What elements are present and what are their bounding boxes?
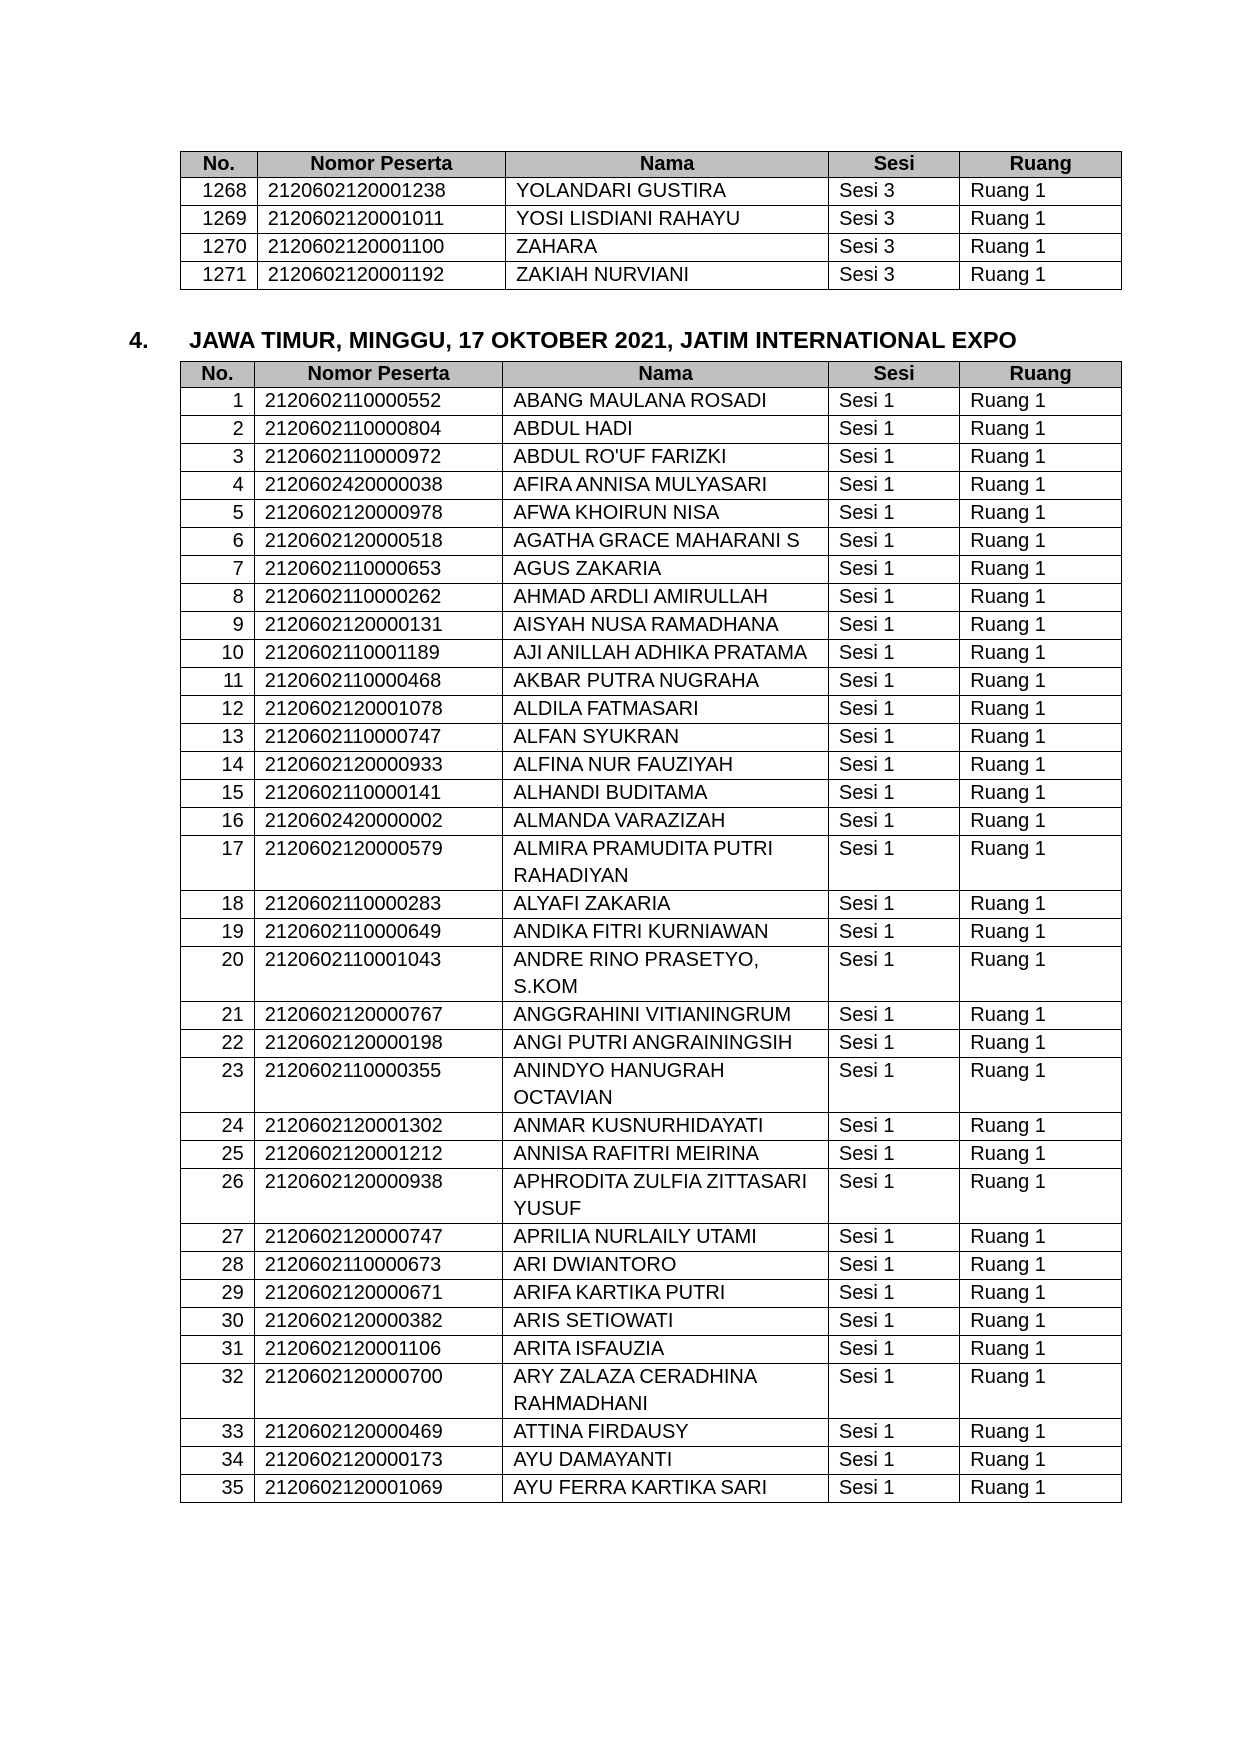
cell-no: 35 xyxy=(181,1475,255,1503)
table-row xyxy=(181,891,1122,919)
cell-no: 18 xyxy=(181,891,255,919)
header-nama: Nama xyxy=(506,152,829,178)
cell-nama: ARI DWIANTORO xyxy=(503,1252,828,1280)
cell-no: 1269 xyxy=(181,206,258,234)
table-row xyxy=(181,836,1122,891)
table-row xyxy=(181,1336,1122,1364)
cell-nama: AHMAD ARDLI AMIRULLAH xyxy=(503,584,828,612)
cell-no: 34 xyxy=(181,1447,255,1475)
cell-ruang: Ruang 1 xyxy=(960,1002,1122,1030)
cell-nama: ARITA ISFAUZIA xyxy=(503,1336,828,1364)
cell-ruang: Ruang 1 xyxy=(960,206,1122,234)
section-title: JAWA TIMUR, MINGGU, 17 OKTOBER 2021, JATIM INTERNATIONAL EXPO xyxy=(189,327,1017,353)
cell-nama: AGUS ZAKARIA xyxy=(503,556,828,584)
table-row xyxy=(181,472,1122,500)
table-row xyxy=(181,1364,1122,1419)
cell-nama: ANMAR KUSNURHIDAYATI xyxy=(503,1113,828,1141)
cell-no: 20 xyxy=(181,947,255,1002)
cell-nama: ANGI PUTRI ANGRAININGSIH xyxy=(503,1030,828,1058)
cell-no: 2 xyxy=(181,416,255,444)
cell-no: 33 xyxy=(181,1419,255,1447)
section-heading xyxy=(129,327,1017,354)
cell-sesi: Sesi 1 xyxy=(828,416,959,444)
cell-no: 13 xyxy=(181,724,255,752)
cell-nama: ANDRE RINO PRASETYO, S.KOM xyxy=(503,947,828,1002)
cell-ruang: Ruang 1 xyxy=(960,919,1122,947)
cell-nomor-peserta: 2120602120000978 xyxy=(254,500,503,528)
cell-nomor-peserta: 2120602120001238 xyxy=(257,178,505,206)
cell-nomor-peserta: 2120602110000673 xyxy=(254,1252,503,1280)
cell-sesi: Sesi 1 xyxy=(828,836,959,891)
table-row xyxy=(181,584,1122,612)
cell-nomor-peserta: 2120602120000700 xyxy=(254,1364,503,1419)
cell-nama: YOSI LISDIANI RAHAYU xyxy=(506,206,829,234)
cell-ruang: Ruang 1 xyxy=(960,1419,1122,1447)
cell-sesi: Sesi 1 xyxy=(828,724,959,752)
cell-no: 1268 xyxy=(181,178,258,206)
cell-ruang: Ruang 1 xyxy=(960,1280,1122,1308)
cell-sesi: Sesi 1 xyxy=(828,1030,959,1058)
cell-sesi: Sesi 1 xyxy=(828,500,959,528)
cell-ruang: Ruang 1 xyxy=(960,1141,1122,1169)
cell-nomor-peserta: 2120602110000972 xyxy=(254,444,503,472)
cell-ruang: Ruang 1 xyxy=(960,1058,1122,1113)
cell-ruang: Ruang 1 xyxy=(960,752,1122,780)
cell-nomor-peserta: 2120602120001069 xyxy=(254,1475,503,1503)
cell-ruang: Ruang 1 xyxy=(960,724,1122,752)
cell-nama: ARIS SETIOWATI xyxy=(503,1308,828,1336)
cell-sesi: Sesi 3 xyxy=(829,234,960,262)
cell-sesi: Sesi 1 xyxy=(828,444,959,472)
cell-ruang: Ruang 1 xyxy=(960,612,1122,640)
cell-sesi: Sesi 1 xyxy=(828,1447,959,1475)
table-row xyxy=(181,1058,1122,1113)
cell-sesi: Sesi 1 xyxy=(828,919,959,947)
cell-no: 14 xyxy=(181,752,255,780)
cell-nomor-peserta: 2120602120001302 xyxy=(254,1113,503,1141)
cell-ruang: Ruang 1 xyxy=(960,947,1122,1002)
table-row xyxy=(181,262,1122,290)
cell-no: 25 xyxy=(181,1141,255,1169)
cell-sesi: Sesi 1 xyxy=(828,780,959,808)
cell-nomor-peserta: 2120602120000747 xyxy=(254,1224,503,1252)
cell-ruang: Ruang 1 xyxy=(960,1308,1122,1336)
table-row xyxy=(181,1113,1122,1141)
table-row xyxy=(181,1308,1122,1336)
table-row xyxy=(181,1280,1122,1308)
cell-nomor-peserta: 2120602120000173 xyxy=(254,1447,503,1475)
cell-ruang: Ruang 1 xyxy=(960,1364,1122,1419)
cell-nama: AFWA KHOIRUN NISA xyxy=(503,500,828,528)
cell-nama: ALHANDI BUDITAMA xyxy=(503,780,828,808)
cell-no: 27 xyxy=(181,1224,255,1252)
cell-nama: ABDUL HADI xyxy=(503,416,828,444)
cell-sesi: Sesi 1 xyxy=(828,947,959,1002)
cell-no: 19 xyxy=(181,919,255,947)
table-row xyxy=(181,206,1122,234)
cell-nama: ANDIKA FITRI KURNIAWAN xyxy=(503,919,828,947)
cell-sesi: Sesi 1 xyxy=(828,696,959,724)
cell-nomor-peserta: 2120602110000747 xyxy=(254,724,503,752)
cell-sesi: Sesi 1 xyxy=(828,1141,959,1169)
cell-ruang: Ruang 1 xyxy=(960,1252,1122,1280)
cell-ruang: Ruang 1 xyxy=(960,668,1122,696)
participant-table-1 xyxy=(180,151,1122,290)
cell-nomor-peserta: 2120602110000355 xyxy=(254,1058,503,1113)
table-row xyxy=(181,1475,1122,1503)
cell-sesi: Sesi 1 xyxy=(828,752,959,780)
cell-nomor-peserta: 2120602110001043 xyxy=(254,947,503,1002)
cell-ruang: Ruang 1 xyxy=(960,640,1122,668)
cell-ruang: Ruang 1 xyxy=(960,1113,1122,1141)
table-row xyxy=(181,1252,1122,1280)
table-row xyxy=(181,528,1122,556)
cell-nomor-peserta: 2120602120001011 xyxy=(257,206,505,234)
cell-nama: ALFINA NUR FAUZIYAH xyxy=(503,752,828,780)
cell-sesi: Sesi 1 xyxy=(828,668,959,696)
cell-nama: ZAKIAH NURVIANI xyxy=(506,262,829,290)
table-row xyxy=(181,752,1122,780)
cell-nomor-peserta: 2120602120001192 xyxy=(257,262,505,290)
cell-sesi: Sesi 1 xyxy=(828,808,959,836)
table-row xyxy=(181,724,1122,752)
header-sesi: Sesi xyxy=(829,152,960,178)
cell-nama: AYU FERRA KARTIKA SARI xyxy=(503,1475,828,1503)
cell-ruang: Ruang 1 xyxy=(960,584,1122,612)
cell-nomor-peserta: 2120602120000131 xyxy=(254,612,503,640)
header-nomor-peserta: Nomor Peserta xyxy=(254,362,503,388)
cell-no: 22 xyxy=(181,1030,255,1058)
cell-nomor-peserta: 2120602120001100 xyxy=(257,234,505,262)
cell-nomor-peserta: 2120602110000262 xyxy=(254,584,503,612)
cell-nomor-peserta: 2120602110000653 xyxy=(254,556,503,584)
cell-no: 17 xyxy=(181,836,255,891)
table-row xyxy=(181,234,1122,262)
table-row xyxy=(181,1002,1122,1030)
cell-ruang: Ruang 1 xyxy=(960,1224,1122,1252)
table-row xyxy=(181,556,1122,584)
table-row xyxy=(181,668,1122,696)
table-row xyxy=(181,640,1122,668)
header-ruang: Ruang xyxy=(960,152,1122,178)
table-row xyxy=(181,500,1122,528)
cell-nomor-peserta: 2120602120000767 xyxy=(254,1002,503,1030)
participant-table-2 xyxy=(180,361,1122,1503)
cell-no: 31 xyxy=(181,1336,255,1364)
cell-nomor-peserta: 2120602120000579 xyxy=(254,836,503,891)
cell-sesi: Sesi 3 xyxy=(829,262,960,290)
cell-no: 5 xyxy=(181,500,255,528)
table-row xyxy=(181,696,1122,724)
cell-no: 16 xyxy=(181,808,255,836)
cell-nama: YOLANDARI GUSTIRA xyxy=(506,178,829,206)
cell-nomor-peserta: 2120602120000518 xyxy=(254,528,503,556)
cell-nomor-peserta: 2120602110000552 xyxy=(254,388,503,416)
cell-no: 1271 xyxy=(181,262,258,290)
cell-sesi: Sesi 1 xyxy=(828,1280,959,1308)
cell-no: 30 xyxy=(181,1308,255,1336)
cell-sesi: Sesi 1 xyxy=(828,612,959,640)
cell-no: 28 xyxy=(181,1252,255,1280)
table-header-row xyxy=(181,362,1122,388)
header-nomor-peserta: Nomor Peserta xyxy=(257,152,505,178)
cell-nomor-peserta: 2120602110000141 xyxy=(254,780,503,808)
cell-no: 1270 xyxy=(181,234,258,262)
cell-sesi: Sesi 1 xyxy=(828,1169,959,1224)
cell-no: 26 xyxy=(181,1169,255,1224)
cell-ruang: Ruang 1 xyxy=(960,388,1122,416)
header-sesi: Sesi xyxy=(828,362,959,388)
cell-sesi: Sesi 1 xyxy=(828,528,959,556)
cell-nomor-peserta: 2120602120001212 xyxy=(254,1141,503,1169)
table-row xyxy=(181,444,1122,472)
cell-nama: APHRODITA ZULFIA ZITTASARI YUSUF xyxy=(503,1169,828,1224)
cell-nomor-peserta: 2120602120001078 xyxy=(254,696,503,724)
cell-no: 11 xyxy=(181,668,255,696)
table-row xyxy=(181,1169,1122,1224)
table-row xyxy=(181,1224,1122,1252)
cell-ruang: Ruang 1 xyxy=(960,1030,1122,1058)
cell-nomor-peserta: 2120602420000038 xyxy=(254,472,503,500)
cell-ruang: Ruang 1 xyxy=(960,1169,1122,1224)
cell-nama: AGATHA GRACE MAHARANI S xyxy=(503,528,828,556)
cell-sesi: Sesi 1 xyxy=(828,1058,959,1113)
table-row xyxy=(181,388,1122,416)
cell-nomor-peserta: 2120602110000283 xyxy=(254,891,503,919)
cell-no: 29 xyxy=(181,1280,255,1308)
cell-no: 7 xyxy=(181,556,255,584)
cell-sesi: Sesi 1 xyxy=(828,1364,959,1419)
cell-nama: ANGGRAHINI VITIANINGRUM xyxy=(503,1002,828,1030)
cell-nomor-peserta: 2120602120000933 xyxy=(254,752,503,780)
cell-nama: ANINDYO HANUGRAH OCTAVIAN xyxy=(503,1058,828,1113)
table-row xyxy=(181,1447,1122,1475)
cell-no: 4 xyxy=(181,472,255,500)
cell-nama: AISYAH NUSA RAMADHANA xyxy=(503,612,828,640)
cell-sesi: Sesi 1 xyxy=(828,1224,959,1252)
cell-nama: AJI ANILLAH ADHIKA PRATAMA xyxy=(503,640,828,668)
cell-no: 9 xyxy=(181,612,255,640)
cell-no: 8 xyxy=(181,584,255,612)
cell-sesi: Sesi 1 xyxy=(828,584,959,612)
cell-no: 21 xyxy=(181,1002,255,1030)
cell-ruang: Ruang 1 xyxy=(960,472,1122,500)
cell-ruang: Ruang 1 xyxy=(960,416,1122,444)
cell-ruang: Ruang 1 xyxy=(960,836,1122,891)
cell-nama: ARIFA KARTIKA PUTRI xyxy=(503,1280,828,1308)
cell-nomor-peserta: 2120602110001189 xyxy=(254,640,503,668)
cell-nama: ZAHARA xyxy=(506,234,829,262)
cell-ruang: Ruang 1 xyxy=(960,808,1122,836)
cell-nama: ARY ZALAZA CERADHINA RAHMADHANI xyxy=(503,1364,828,1419)
table-row xyxy=(181,612,1122,640)
cell-sesi: Sesi 1 xyxy=(828,472,959,500)
header-nama: Nama xyxy=(503,362,828,388)
cell-ruang: Ruang 1 xyxy=(960,1447,1122,1475)
cell-ruang: Ruang 1 xyxy=(960,262,1122,290)
cell-sesi: Sesi 1 xyxy=(828,1336,959,1364)
cell-sesi: Sesi 1 xyxy=(828,1113,959,1141)
cell-nama: ALMIRA PRAMUDITA PUTRI RAHADIYAN xyxy=(503,836,828,891)
table-row xyxy=(181,1141,1122,1169)
cell-ruang: Ruang 1 xyxy=(960,891,1122,919)
cell-nomor-peserta: 2120602420000002 xyxy=(254,808,503,836)
cell-nomor-peserta: 2120602120000198 xyxy=(254,1030,503,1058)
cell-nama: ALMANDA VARAZIZAH xyxy=(503,808,828,836)
cell-no: 12 xyxy=(181,696,255,724)
cell-sesi: Sesi 1 xyxy=(828,388,959,416)
cell-sesi: Sesi 1 xyxy=(828,891,959,919)
cell-nama: AYU DAMAYANTI xyxy=(503,1447,828,1475)
cell-nama: AKBAR PUTRA NUGRAHA xyxy=(503,668,828,696)
cell-sesi: Sesi 1 xyxy=(828,1002,959,1030)
cell-nama: ALYAFI ZAKARIA xyxy=(503,891,828,919)
cell-sesi: Sesi 1 xyxy=(828,1308,959,1336)
cell-sesi: Sesi 3 xyxy=(829,206,960,234)
cell-ruang: Ruang 1 xyxy=(960,178,1122,206)
cell-ruang: Ruang 1 xyxy=(960,780,1122,808)
table-row xyxy=(181,780,1122,808)
cell-nama: APRILIA NURLAILY UTAMI xyxy=(503,1224,828,1252)
table-row xyxy=(181,1030,1122,1058)
cell-sesi: Sesi 1 xyxy=(828,556,959,584)
cell-ruang: Ruang 1 xyxy=(960,234,1122,262)
cell-sesi: Sesi 1 xyxy=(828,1419,959,1447)
cell-nama: ATTINA FIRDAUSY xyxy=(503,1419,828,1447)
cell-nomor-peserta: 2120602110000804 xyxy=(254,416,503,444)
cell-no: 6 xyxy=(181,528,255,556)
cell-no: 23 xyxy=(181,1058,255,1113)
cell-no: 24 xyxy=(181,1113,255,1141)
cell-ruang: Ruang 1 xyxy=(960,1336,1122,1364)
header-no: No. xyxy=(181,152,258,178)
cell-nama: AFIRA ANNISA MULYASARI xyxy=(503,472,828,500)
cell-nama: ABDUL RO'UF FARIZKI xyxy=(503,444,828,472)
cell-no: 3 xyxy=(181,444,255,472)
cell-nama: ANNISA RAFITRI MEIRINA xyxy=(503,1141,828,1169)
cell-ruang: Ruang 1 xyxy=(960,696,1122,724)
cell-nomor-peserta: 2120602120000938 xyxy=(254,1169,503,1224)
cell-nomor-peserta: 2120602120000671 xyxy=(254,1280,503,1308)
section-number: 4. xyxy=(129,327,149,353)
cell-ruang: Ruang 1 xyxy=(960,1475,1122,1503)
cell-sesi: Sesi 1 xyxy=(828,1252,959,1280)
cell-sesi: Sesi 3 xyxy=(829,178,960,206)
cell-ruang: Ruang 1 xyxy=(960,444,1122,472)
cell-no: 32 xyxy=(181,1364,255,1419)
cell-nomor-peserta: 2120602120000469 xyxy=(254,1419,503,1447)
table-header-row xyxy=(181,152,1122,178)
cell-no: 1 xyxy=(181,388,255,416)
header-no: No. xyxy=(181,362,255,388)
table-row xyxy=(181,947,1122,1002)
table-row xyxy=(181,808,1122,836)
cell-nama: ABANG MAULANA ROSADI xyxy=(503,388,828,416)
header-ruang: Ruang xyxy=(960,362,1122,388)
table-row xyxy=(181,1419,1122,1447)
cell-nomor-peserta: 2120602120001106 xyxy=(254,1336,503,1364)
cell-ruang: Ruang 1 xyxy=(960,556,1122,584)
cell-nomor-peserta: 2120602110000649 xyxy=(254,919,503,947)
cell-nomor-peserta: 2120602120000382 xyxy=(254,1308,503,1336)
cell-ruang: Ruang 1 xyxy=(960,500,1122,528)
cell-no: 10 xyxy=(181,640,255,668)
table-row xyxy=(181,178,1122,206)
cell-sesi: Sesi 1 xyxy=(828,1475,959,1503)
cell-nomor-peserta: 2120602110000468 xyxy=(254,668,503,696)
cell-nama: ALFAN SYUKRAN xyxy=(503,724,828,752)
cell-nama: ALDILA FATMASARI xyxy=(503,696,828,724)
cell-no: 15 xyxy=(181,780,255,808)
cell-ruang: Ruang 1 xyxy=(960,528,1122,556)
table-row xyxy=(181,919,1122,947)
table-row xyxy=(181,416,1122,444)
cell-sesi: Sesi 1 xyxy=(828,640,959,668)
